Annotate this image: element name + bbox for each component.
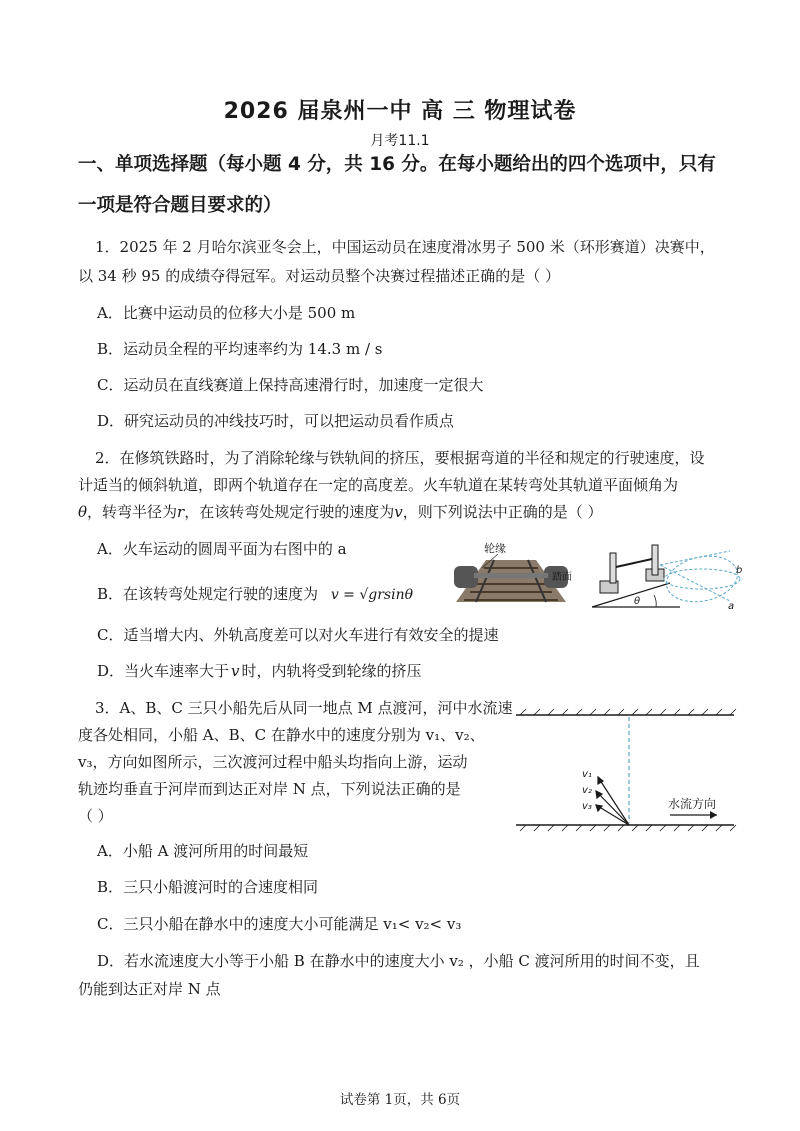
q3-stem-line5: （ ） xyxy=(78,807,113,825)
q2-stem-line2: 计适当的倾斜轨道，即两个轨道存在一定的高度差。火车轨道在某转弯处其轨道平面倾角为 xyxy=(78,476,679,494)
q3-option-d-line1: D．若水流速度大小等于小船 B 在静水中的速度大小 v₂ ，小船 C 渡河所用的时间不变，且 xyxy=(97,952,700,970)
page-footer: 试卷第 1页，共 6页 xyxy=(339,1092,461,1108)
label-tamian: 踏面 xyxy=(552,572,572,583)
q3-stem-line4: 轨迹均垂直于河岸而到达正对岸 N 点，下列说法正确的是 xyxy=(78,780,461,798)
q1-option-d: D．研究运动员的冲线技巧时，可以把运动员看作质点 xyxy=(97,412,455,430)
q3-stem-line1: 3．A、B、C 三只小船先后从同一地点 M 点渡河，河中水流速 xyxy=(95,699,513,717)
section-heading-line2: 一项是符合题目要求的） xyxy=(78,195,282,216)
q2-option-b: B．在该转弯处规定行驶的速度为 v = √grsinθ xyxy=(97,585,414,603)
label-v1: v₁ xyxy=(582,769,592,780)
label-theta: θ xyxy=(634,596,641,607)
r-symbol: r xyxy=(177,503,185,521)
q2-formula: v = √grsinθ xyxy=(330,587,414,603)
label-v3: v₃ xyxy=(582,801,592,812)
label-a: a xyxy=(728,601,735,612)
q3-option-d-line2: 仍能到达正对岸 N 点 xyxy=(78,980,221,998)
page-subtitle: 月考11.1 xyxy=(370,133,430,149)
q1-option-c: C．运动员在直线赛道上保持高速滑行时，加速度一定很大 xyxy=(97,376,484,394)
train-track-figure xyxy=(436,540,586,608)
label-lunyuan: 轮缘 xyxy=(484,542,506,555)
q3-stem-line3: v₃，方向如图所示，三次渡河过程中船头均指向上游，运动 xyxy=(78,753,468,771)
theta-symbol: θ xyxy=(78,503,88,521)
v-symbol: v xyxy=(394,503,403,521)
q2-option-a: A．火车运动的圆周平面为右图中的 a xyxy=(97,540,347,558)
q1-stem-line1: 1．2025 年 2 月哈尔滨亚冬会上，中国运动员在速度滑冰男子 500 米（环形赛道）决赛中， xyxy=(95,238,715,256)
q1-stem-line2: 以 34 秒 95 的成绩夺得冠军。对运动员整个决赛过程描述正确的是（ ） xyxy=(78,267,561,285)
inclined-track-figure xyxy=(590,543,750,613)
label-b: b xyxy=(736,565,743,576)
q2-stem-line3: θ，转弯半径为r，在该转弯处规定行驶的速度为v，则下列说法中正确的是（ ） xyxy=(78,503,603,521)
q3-option-a: A．小船 A 渡河所用的时间最短 xyxy=(97,842,309,860)
q2-option-d: D．当火车速率大于 v 时，内轨将受到轮缘的挤压 xyxy=(97,662,422,680)
q2-stem-line1: 2．在修筑铁路时，为了消除轮缘与铁轨间的挤压，要根据弯道的半径和规定的行驶速度，设 xyxy=(95,449,705,467)
q3-option-b: B．三只小船渡河时的合速度相同 xyxy=(97,878,319,896)
q3-option-c: C．三只小船在静水中的速度大小可能满足 v₁< v₂< v₃ xyxy=(97,915,462,933)
page-title: 2026 届泉州一中 高 三 物理试卷 xyxy=(223,99,577,124)
label-flow-direction: 水流方向 xyxy=(668,797,717,811)
q1-option-a: A．比赛中运动员的位移大小是 500 m xyxy=(97,304,356,322)
section-heading-line1: 一、单项选择题（每小题 4 分，共 16 分。在每小题给出的四个选项中，只有 xyxy=(78,154,716,175)
q3-stem-line2: 度各处相同，小船 A、B、C 在静水中的速度分别为 v₁、v₂、 xyxy=(78,726,485,744)
q1-option-b: B．运动员全程的平均速率约为 14.3 m / s xyxy=(97,340,383,358)
river-crossing-figure xyxy=(512,705,742,835)
q2-option-c: C．适当增大内、外轨高度差可以对火车进行有效安全的提速 xyxy=(97,626,499,644)
label-v2: v₂ xyxy=(582,785,592,796)
